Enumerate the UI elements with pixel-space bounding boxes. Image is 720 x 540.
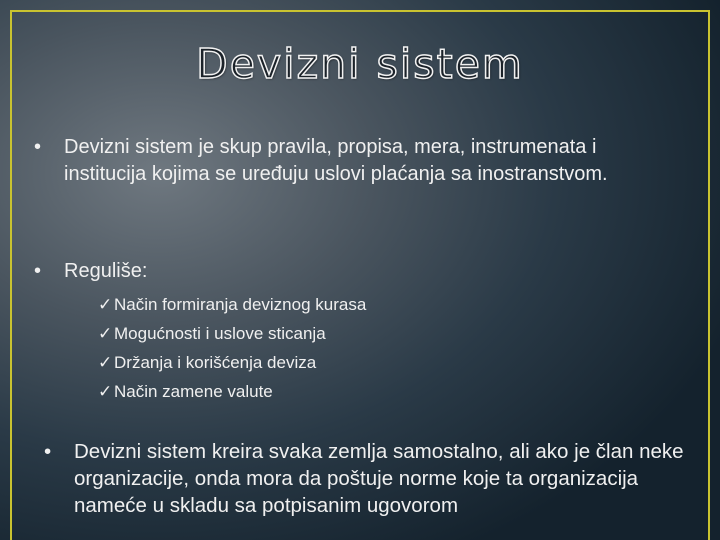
bullet-definition bbox=[32, 134, 672, 188]
sublist-item-text: Mogućnosti i uslove sticanja bbox=[114, 324, 326, 343]
sublist-item bbox=[98, 319, 366, 348]
bullet-regulates-text: Reguliše: bbox=[64, 260, 148, 282]
checkmark-icon: ✓ bbox=[98, 382, 113, 401]
regulates-sublist bbox=[98, 290, 366, 406]
bullet-creation bbox=[42, 438, 702, 519]
bullet-dot-icon: • bbox=[34, 136, 42, 158]
checkmark-icon: ✓ bbox=[98, 353, 113, 372]
sublist-item-text: Način zamene valute bbox=[114, 382, 273, 401]
bullet-creation-text: Devizni sistem kreira svaka zemlja samostalno, ali ako je član neke organizacije, onda mora da poštuje norme koje ta organizacija nameće u skladu sa potpisanim ugovorom bbox=[74, 440, 684, 517]
checkmark-icon: ✓ bbox=[98, 295, 113, 314]
sublist-item-text: Držanja i korišćenja deviza bbox=[114, 353, 317, 372]
sublist-item-text: Način formiranja deviznog kurasa bbox=[114, 295, 367, 314]
sublist-item bbox=[98, 377, 366, 406]
sublist-item bbox=[98, 290, 366, 319]
checkmark-icon: ✓ bbox=[98, 324, 113, 343]
slide-title: Devizni sistem bbox=[196, 40, 524, 88]
sublist-item bbox=[98, 348, 366, 377]
bullet-dot-icon: • bbox=[44, 440, 52, 463]
bullet-dot-icon: • bbox=[34, 260, 42, 282]
bullet-definition-text: Devizni sistem je skup pravila, propisa, mera, instrumenata i institucija kojima se uređuju uslovi plaćanja sa inostranstvom. bbox=[64, 136, 608, 185]
bullet-regulates bbox=[32, 258, 672, 285]
